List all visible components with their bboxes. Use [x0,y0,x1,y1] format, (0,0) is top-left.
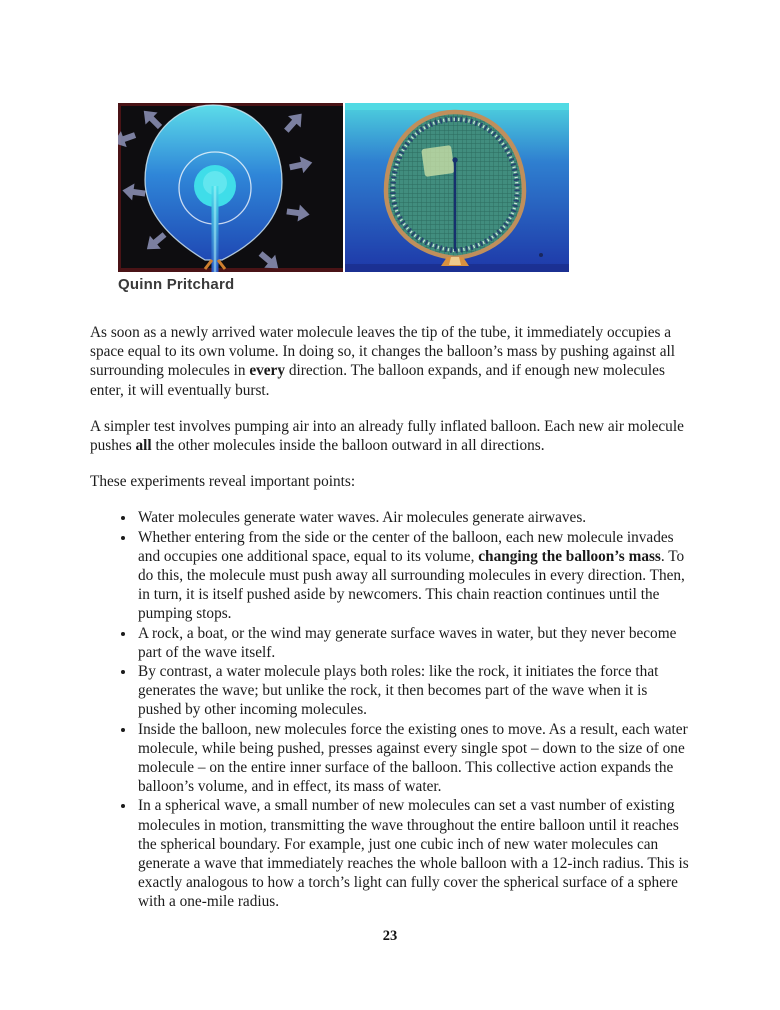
bottom-edge-stripe [118,268,343,272]
balloon-mesh-photo-image [345,103,569,272]
paragraph-list-intro: These experiments reveal important points: [90,473,356,491]
figure-caption: Quinn Pritchard [118,276,235,293]
bright-top-band [345,103,569,110]
paragraph-air-pump-test: A simpler test involves pumping air into an already fully inflated balloon. Each new air molecule pushes all the other molecules inside the balloon outward in all directions. [90,417,684,455]
list-item-inside-balloon: • Inside the balloon, new molecules force the existing ones to move. As a result, each water molecule, while being pushed, presses against every single spot – down to the size of one molecule – on the entire inner surface of the balloon. This collective action expands the balloon’s volume, and in effect, its mass of water. [136,720,690,797]
paragraph-water-molecule: As soon as a newly arrived water molecule leaves the tip of the tube, it immediately occupies a space equal to its own volume. In doing so, it changes the balloon’s mass by pushing against all surrounding molecules in every direction. The balloon expands, and if enough new molecules enter, it will eventually burst. [90,324,676,399]
page-number: 23 [382,928,398,944]
left-edge-stripe [118,103,121,272]
document-body [90,323,690,912]
center-line-knob [452,157,457,162]
top-edge-stripe [118,103,343,106]
tube-highlight [214,186,217,272]
small-dot [539,253,543,257]
balloon-expansion-diagram-image [118,103,343,272]
list-item-both-roles: • By contrast, a water molecule plays both roles: like the rock, it initiates the force that generates the wave; but unlike the rock, it then becomes part of the wave when it is pushed by other incoming molecules. [136,662,690,720]
light-patch [421,145,455,177]
key-points-list [90,508,690,911]
figure-row [118,103,569,272]
list-item-waves: • Water molecules generate water waves. Air molecules generate airwaves. [136,508,690,527]
list-item-rock-boat-wind: • A rock, a boat, or the wind may generate surface waves in water, but they never become part of the wave itself. [136,624,690,662]
list-item-molecule-invades: • Whether entering from the side or the center of the balloon, each new molecule invades and occupies one additional space, equal to its volume, changing the balloon’s mass. To do this, the molecule must push away all surrounding molecules in every direction. Then, in turn, it is itself pushed aside by newcomers. This chain reaction continues until the pumping stops. [136,528,690,624]
list-item-spherical-wave: • In a spherical wave, a small number of new molecules can set a vast number of existing molecules in motion, transmitting the wave throughout the entire balloon until it reaches the spherical boundary. For example, just one cubic inch of new water molecules can generate a wave that immediately reaches the whole balloon with a 12-inch radius. This is exactly analogous to how a torch’s light can fully cover the spherical surface of a sphere with a one-mile radius. [136,796,690,911]
nozzle-highlight [449,257,461,265]
